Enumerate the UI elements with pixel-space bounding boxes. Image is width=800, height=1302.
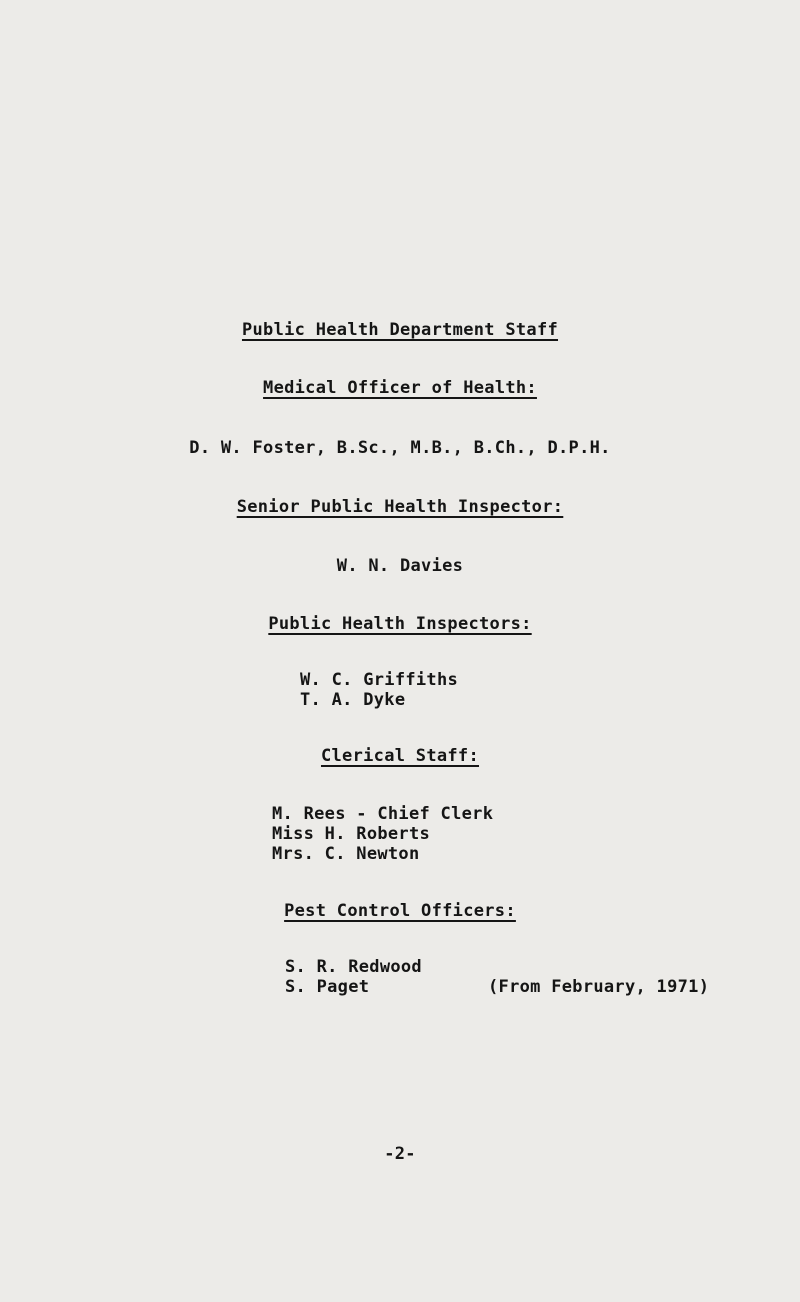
page-number: -2- <box>384 1144 416 1164</box>
medical-officer-heading: Medical Officer of Health: <box>263 378 537 398</box>
pest-control-heading: Pest Control Officers: <box>284 901 516 921</box>
pest-control-name: S. Paget <box>285 977 370 997</box>
clerical-name: M. Rees - Chief Clerk <box>272 804 494 824</box>
pest-control-name: S. R. Redwood <box>285 957 422 977</box>
clerical-heading: Clerical Staff: <box>320 746 480 766</box>
pest-control-date-note: (From February, 1971) <box>488 977 710 997</box>
senior-inspector-heading: Senior Public Health Inspector: <box>236 497 564 517</box>
inspector-name: T. A. Dyke <box>300 690 406 710</box>
medical-officer-name: D. W. Foster, B.Sc., M.B., B.Ch., D.P.H. <box>189 438 611 458</box>
clerical-name: Mrs. C. Newton <box>272 844 420 864</box>
clerical-name: Miss H. Roberts <box>272 824 431 844</box>
senior-inspector-name: W. N. Davies <box>336 556 464 576</box>
inspector-name: W. C. Griffiths <box>300 670 459 690</box>
document-title: Public Health Department Staff <box>241 320 559 340</box>
inspectors-heading: Public Health Inspectors: <box>268 614 532 634</box>
